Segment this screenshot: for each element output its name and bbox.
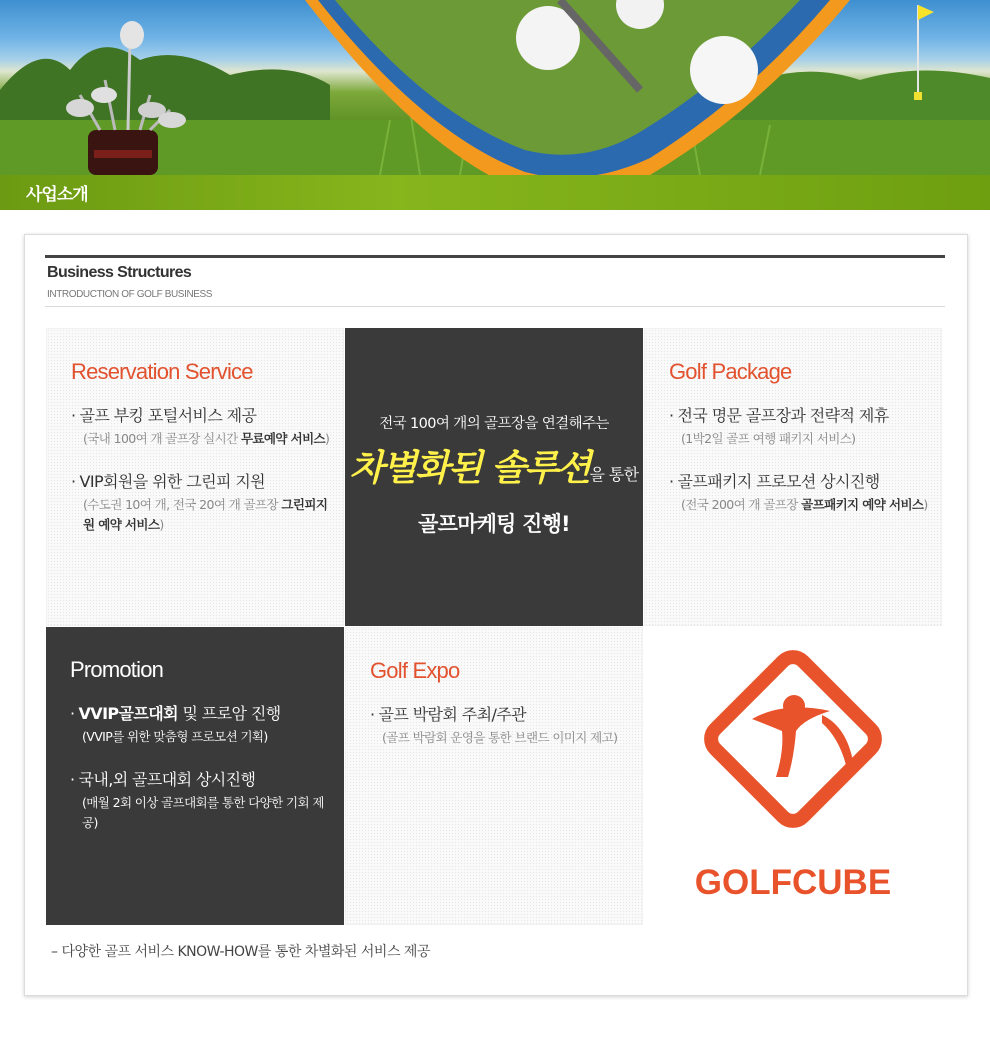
promotion-panel [46,627,344,925]
promotion-items [70,703,330,855]
list-item [669,405,929,449]
item-main: 골프 부킹 포털서비스 제공 [79,406,257,425]
item-main: VIP회원을 위한 그린피 지원 [79,472,266,491]
bullet: · [669,472,674,491]
list-item [71,405,331,449]
bullet: · [71,472,76,491]
golf-package-title: Golf Package [669,359,792,384]
item-sub: (수도권 10여 개, 전국 20여 개 골프장 그린피지원 예약 서비스) [83,497,328,532]
section-subtitle: INTRODUCTION OF GOLF BUSINESS [47,289,213,300]
list-item [71,471,331,535]
bullet: · [669,406,674,425]
highlight-panel [345,328,643,626]
business-grid [46,328,943,925]
highlight-line2 [345,440,643,491]
item-sub: (매월 2회 이상 골프대회를 통한 다양한 기회 제공) [82,795,324,830]
item-sub: (국내 100여 개 골프장 실시간 무료예약 서비스) [83,431,330,446]
golf-package-items [669,405,929,537]
bullet: · [370,705,375,724]
highlight-line3: 골프마케팅 진행! [418,512,570,536]
bullet: · [70,770,75,789]
item-main-bold: VVIP골프대회 [78,704,178,723]
item-sub: (골프 박람회 운영을 통한 브랜드 이미지 제고) [382,730,618,745]
banner-title: 사업소개 [26,185,88,205]
list-item [70,703,330,747]
golfcube-logo-panel [644,627,942,925]
promotion-title: Promotion [70,657,164,682]
highlight-line1: 전국 100여 개의 골프장을 연결해주는 [379,416,609,432]
footnote: – 다양한 골프 서비스 KNOW-HOW를 통한 차별화된 서비스 제공 [51,944,430,960]
item-sub: (VVIP를 위한 맞춤형 프로모션 기획) [82,729,268,744]
highlight-rest: 을 통한 [589,465,639,484]
list-item [370,704,630,748]
item-main: 및 프로암 진행 [177,704,281,723]
list-item [669,471,929,515]
section-header [45,255,945,307]
content-card [24,234,968,996]
bullet: · [71,406,76,425]
highlight-text: 차별화된 솔루션 [349,447,590,489]
list-item [70,769,330,833]
item-sub: (전국 200여 개 골프장 골프패키지 예약 서비스) [681,497,928,512]
golf-expo-panel [345,627,643,925]
item-main: 전국 명문 골프장과 전략적 제휴 [677,406,889,425]
logo-wordmark: GOLFCUBE [694,863,892,902]
golfcube-logo [644,627,942,925]
item-sub: (1박2일 골프 여행 패키지 서비스) [681,431,856,446]
banner-bar [0,175,990,210]
bullet: · [70,704,75,723]
reservation-service-panel [46,328,344,626]
section-title: Business Structures [47,264,192,281]
item-main: 골프패키지 프로모션 상시진행 [677,472,880,491]
item-main: 국내,외 골프대회 상시진행 [78,770,256,789]
top-banner [0,0,990,210]
golf-expo-items [370,704,630,770]
reservation-title: Reservation Service [71,359,253,384]
item-main: 골프 박람회 주최/주관 [378,705,526,724]
golf-package-panel [644,328,942,626]
golf-expo-title: Golf Expo [370,658,460,683]
reservation-items [71,405,331,557]
